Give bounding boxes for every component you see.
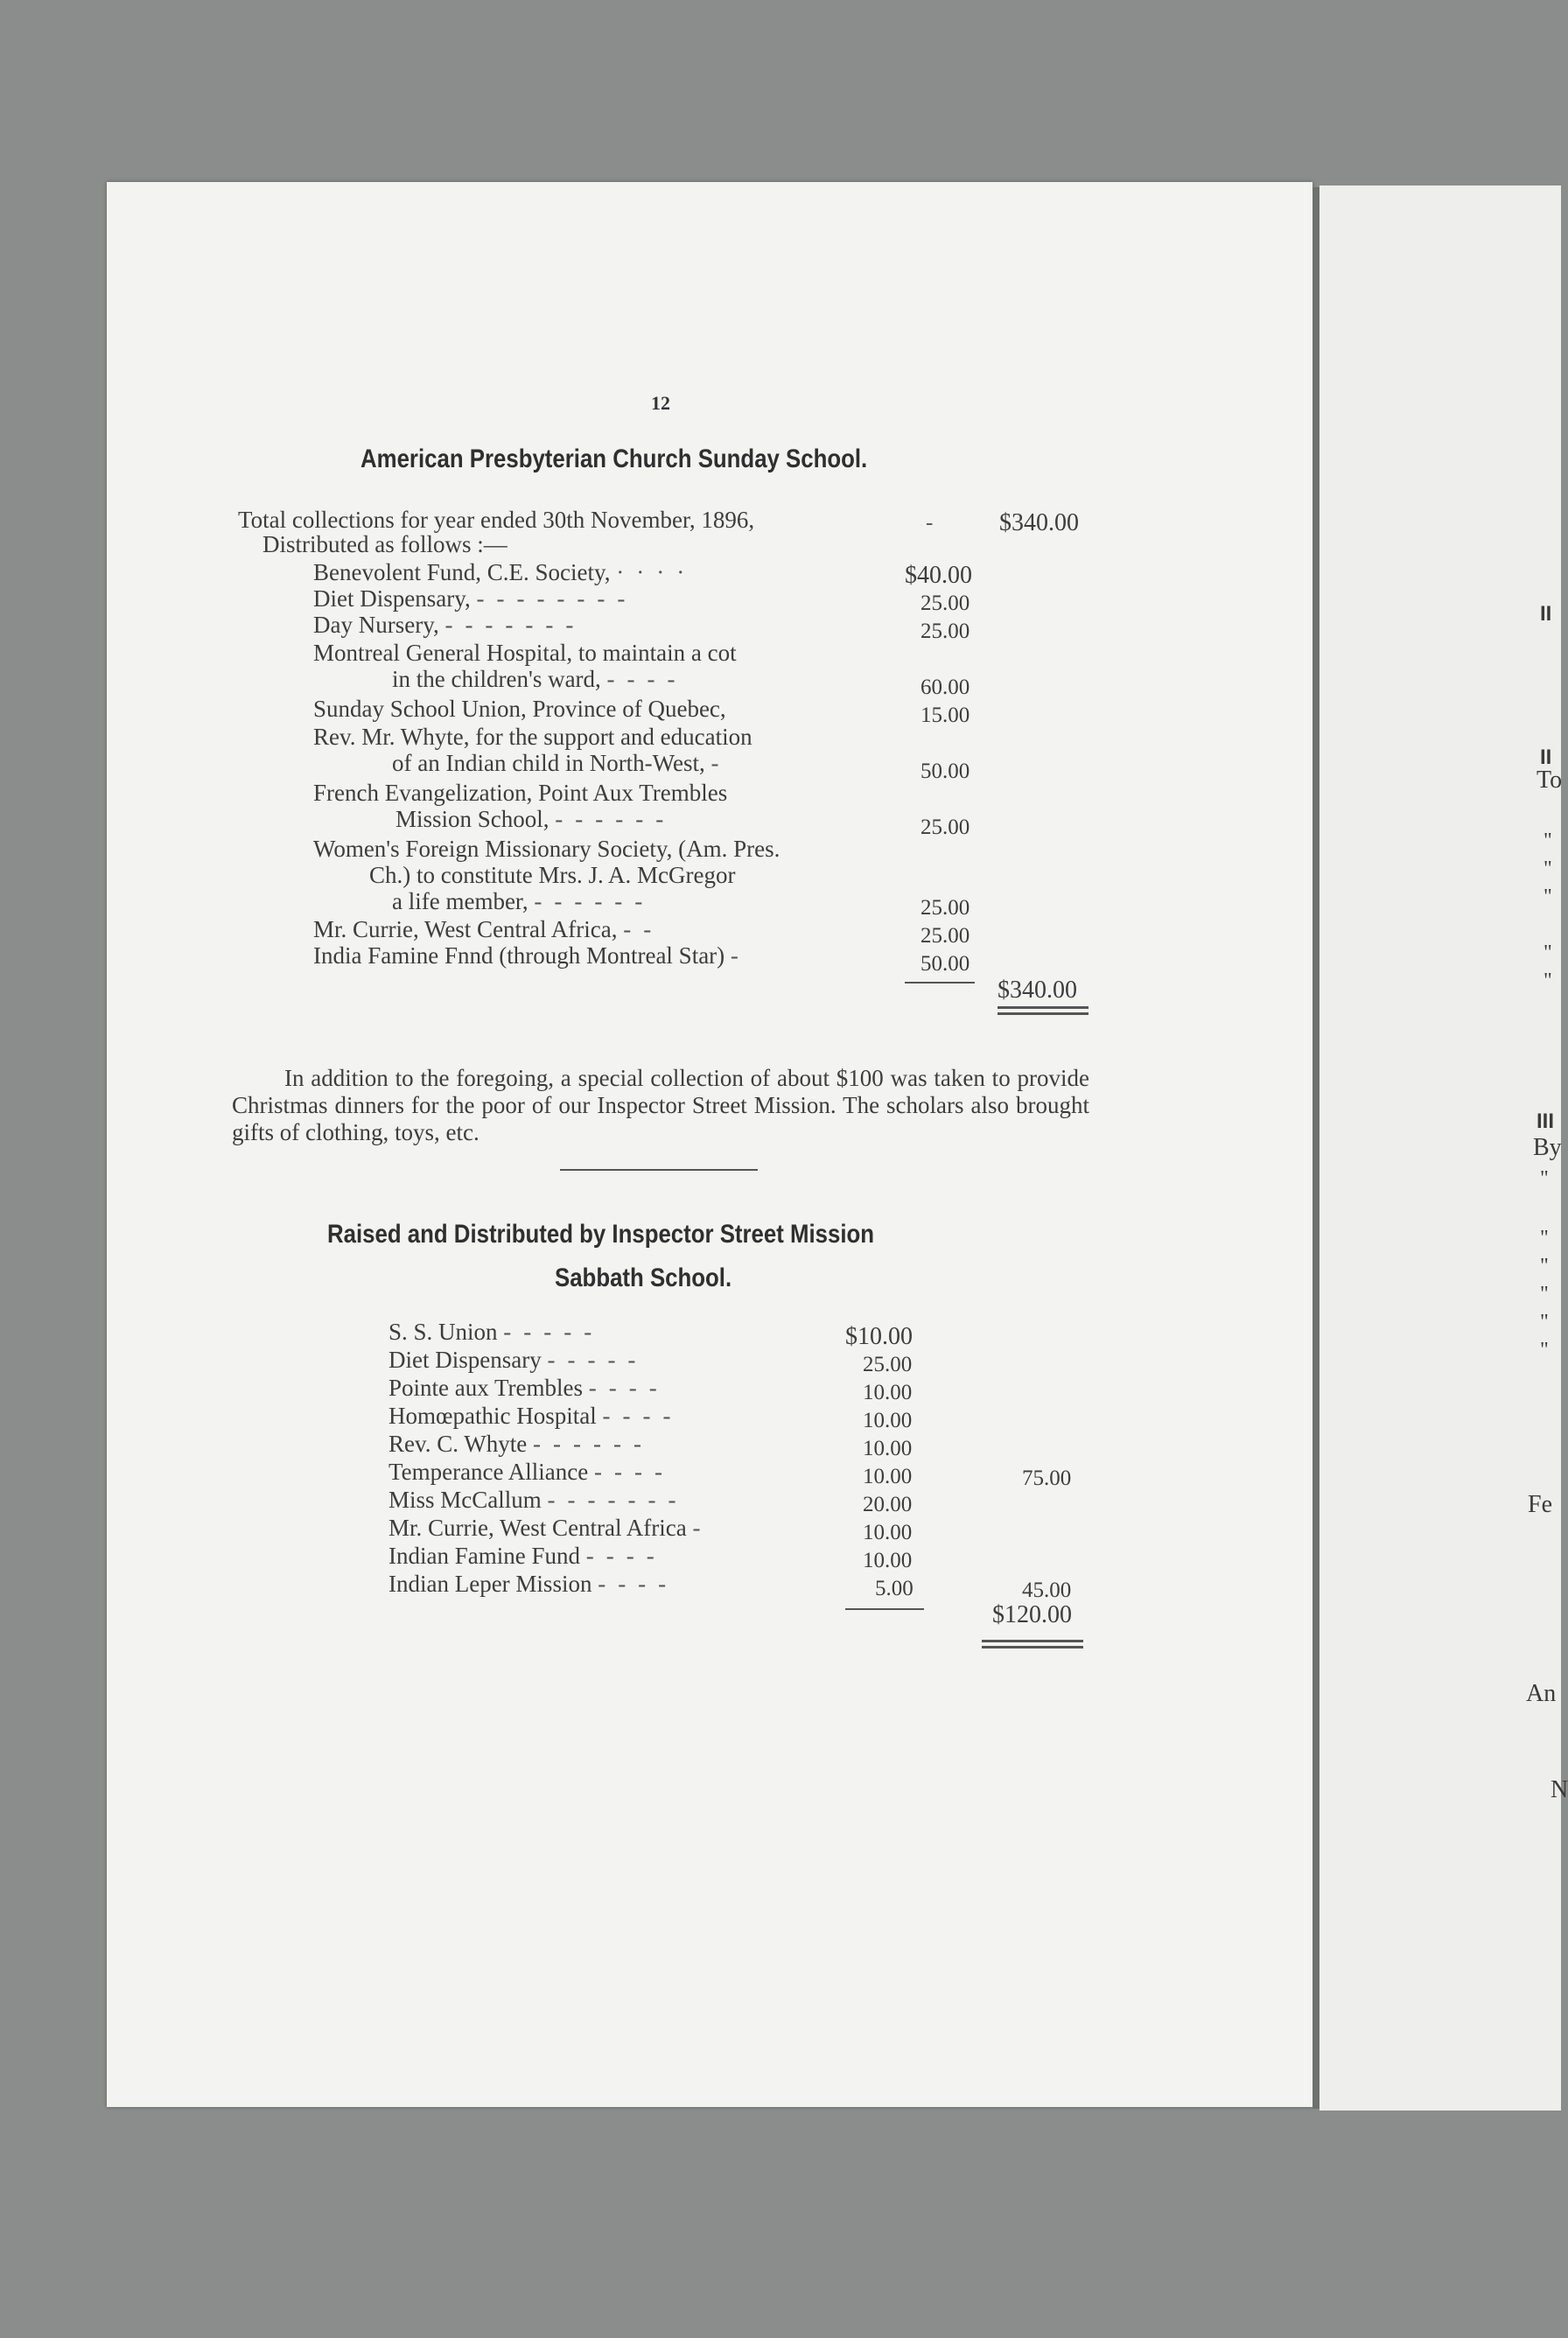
section-total: $120.00: [992, 1601, 1072, 1628]
item-amount: 5.00: [875, 1577, 914, 1600]
item-amount: 60.00: [920, 676, 970, 699]
item-label: Benevolent Fund, C.E. Society,: [313, 559, 611, 585]
double-rule-top: [982, 1640, 1083, 1642]
leader-dots: ------: [534, 888, 655, 914]
item-label: of an Indian child in North-West,: [392, 750, 705, 776]
section-divider: [560, 1169, 758, 1171]
subtotal-amount: 75.00: [1022, 1466, 1072, 1490]
item-label: India Famine Fnnd (through Montreal Star): [313, 942, 725, 969]
list-item: [388, 1432, 654, 1456]
leader-dots: ----: [606, 666, 688, 692]
item-label: Pointe aux Trembles: [388, 1375, 584, 1401]
leader-dots: ----: [602, 1403, 683, 1429]
adjacent-mark: N: [1550, 1776, 1568, 1803]
item-label: Diet Dispensary: [388, 1347, 542, 1373]
list-item: [388, 1516, 713, 1540]
adjacent-mark: ": [1540, 1283, 1549, 1306]
leader-dot: -: [926, 511, 934, 535]
list-item-continuation: Ch.) to constitute Mrs. J. A. McGregor: [369, 862, 736, 888]
list-item: [313, 586, 637, 611]
list-item: [313, 943, 751, 968]
list-item-continuation: [392, 889, 654, 914]
adjacent-mark: ": [1540, 1339, 1549, 1362]
list-item: [388, 1460, 675, 1484]
leader-dots: ------: [532, 1431, 654, 1457]
adjacent-mark: By: [1533, 1134, 1562, 1161]
double-rule-top: [998, 1006, 1088, 1009]
subtotal-rule: [845, 1608, 924, 1610]
list-item: [388, 1348, 648, 1372]
list-item: [388, 1544, 667, 1568]
item-label: Miss McCallum: [388, 1487, 542, 1513]
item-label: Mission School,: [396, 806, 550, 832]
item-label: Diet Dispensary,: [313, 585, 471, 612]
item-amount: 10.00: [863, 1409, 913, 1432]
item-amount: 10.00: [863, 1465, 913, 1488]
list-item: Montreal General Hospital, to maintain a cot: [313, 640, 737, 666]
distributed-label: Distributed as follows :—: [262, 531, 508, 557]
item-amount: 50.00: [920, 760, 970, 783]
item-amount: 10.00: [863, 1437, 913, 1460]
adjacent-mark: ": [1540, 1227, 1549, 1250]
item-label: a life member,: [392, 888, 528, 914]
section-title: Raised and Distributed by Inspector Street Mission: [327, 1220, 875, 1249]
list-item-continuation: [392, 751, 732, 775]
adjacent-mark: ": [1544, 942, 1552, 964]
item-label: S. S. Union: [388, 1319, 498, 1345]
item-amount: 25.00: [863, 1353, 913, 1376]
list-item: [388, 1488, 688, 1512]
item-label: Day Nursery,: [313, 612, 439, 638]
adjacent-mark: ": [1544, 858, 1552, 880]
leader-dots: ----: [585, 1543, 667, 1569]
leader-dots: -: [692, 1515, 713, 1541]
leader-dots: -: [730, 942, 751, 969]
item-label: Indian Leper Mission: [388, 1571, 592, 1597]
item-amount: 10.00: [863, 1549, 913, 1572]
adjacent-mark: Fe: [1528, 1491, 1552, 1518]
leader-dots: -----: [547, 1347, 648, 1373]
leader-dots: -------: [444, 612, 586, 638]
list-item-continuation: [396, 807, 676, 831]
list-item: [313, 612, 585, 637]
section-total: $340.00: [998, 976, 1077, 1004]
item-amount: 25.00: [920, 896, 970, 920]
adjacent-mark: ": [1544, 970, 1552, 992]
item-amount: 25.00: [920, 620, 970, 643]
leader-dots: -----: [503, 1319, 605, 1345]
leader-dots: ----: [588, 1375, 669, 1401]
list-item: [313, 560, 696, 584]
page-gutter: [1312, 187, 1320, 2109]
note-paragraph: In addition to the foregoing, a special collection of about $100 was taken to provide Christmas dinners for the poor of our Inspector Street Mission. The scholars also brought gifts of clothing, toys, etc.: [232, 1065, 1089, 1145]
list-item: Rev. Mr. Whyte, for the support and education: [313, 724, 752, 750]
leader-dots: ----: [593, 1459, 675, 1485]
list-item: [388, 1572, 678, 1596]
adjacent-mark: ": [1540, 1255, 1549, 1278]
list-item: [313, 917, 663, 942]
item-amount: 20.00: [863, 1493, 913, 1516]
leader-dots: --------: [476, 585, 638, 612]
adjacent-page: [1320, 186, 1561, 2110]
leader-dots: -: [710, 750, 732, 776]
item-label: Mr. Currie, West Central Africa: [388, 1515, 687, 1541]
item-label: Mr. Currie, West Central Africa,: [313, 916, 618, 942]
item-amount: 50.00: [920, 952, 970, 976]
adjacent-mark: To: [1536, 766, 1563, 794]
item-amount: 10.00: [863, 1521, 913, 1544]
page-number: 12: [651, 392, 670, 414]
item-amount: 15.00: [920, 704, 970, 727]
total-collections-amount: $340.00: [999, 509, 1079, 536]
item-label: Temperance Alliance: [388, 1459, 589, 1485]
item-label: in the children's ward,: [392, 666, 601, 692]
leader-dots: ····: [616, 559, 697, 585]
section-title: American Presbyterian Church Sunday School.: [360, 444, 868, 473]
total-collections-label: Total collections for year ended 30th November, 1896,: [238, 507, 755, 533]
list-item: Sunday School Union, Province of Quebec,: [313, 696, 726, 722]
subtotal-amount: 45.00: [1022, 1578, 1072, 1602]
list-item: [388, 1404, 682, 1428]
leader-dots: -------: [547, 1487, 689, 1513]
list-item: French Evangelization, Point Aux Trembles: [313, 780, 728, 806]
adjacent-mark: II: [1540, 746, 1552, 769]
leader-dots: ----: [598, 1571, 679, 1597]
double-rule-bottom: [998, 1012, 1088, 1015]
list-item: [388, 1320, 604, 1344]
section-title-line2: Sabbath School.: [555, 1264, 732, 1292]
adjacent-mark: II: [1540, 602, 1552, 626]
adjacent-mark: ": [1540, 1311, 1549, 1334]
item-amount: 25.00: [920, 816, 970, 839]
adjacent-mark: ": [1544, 886, 1552, 908]
item-label: Indian Famine Fund: [388, 1543, 580, 1569]
item-amount: 25.00: [920, 924, 970, 948]
item-label: Homœpathic Hospital: [388, 1403, 597, 1429]
leader-dots: ------: [555, 806, 676, 832]
item-amount: $40.00: [905, 562, 972, 589]
adjacent-mark: ": [1544, 830, 1552, 852]
item-label: Rev. C. Whyte: [388, 1431, 528, 1457]
item-amount: 25.00: [920, 592, 970, 615]
adjacent-mark: ": [1540, 1167, 1549, 1190]
adjacent-mark: An: [1526, 1680, 1557, 1707]
item-amount: 10.00: [863, 1381, 913, 1404]
list-item: [388, 1376, 669, 1400]
item-amount: $10.00: [845, 1323, 913, 1350]
leader-dots: --: [623, 916, 664, 942]
double-rule-bottom: [982, 1646, 1083, 1648]
list-item: Women's Foreign Missionary Society, (Am. Pres.: [313, 836, 780, 862]
subtotal-rule: [905, 982, 975, 984]
list-item-continuation: [392, 667, 688, 691]
adjacent-mark: III: [1536, 1110, 1555, 1133]
